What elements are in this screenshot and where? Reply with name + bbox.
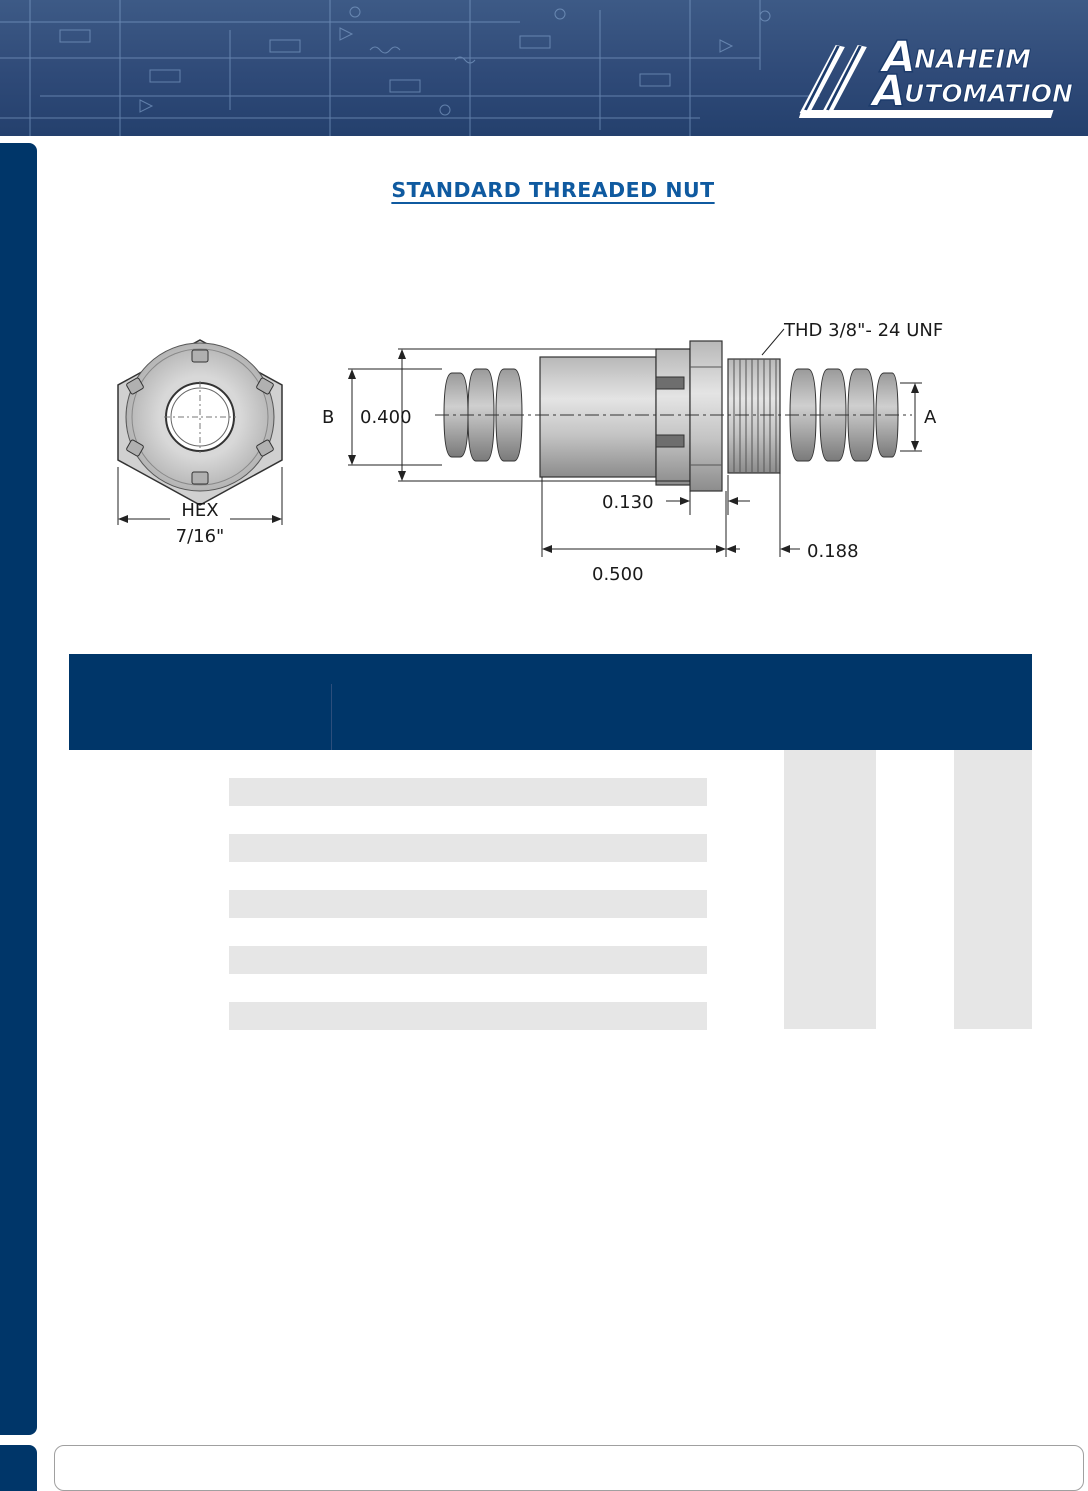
side-bar: [0, 143, 37, 1435]
table-column-band: [954, 750, 1032, 1029]
footer-bar: [54, 1445, 1084, 1491]
anaheim-automation-logo: [794, 10, 1074, 125]
svg-text:HEX: HEX: [181, 500, 219, 521]
svg-text:7/16": 7/16": [175, 526, 225, 547]
hex-end-view: [118, 340, 282, 547]
table-column-band: [784, 750, 876, 1029]
page-number-tab: [0, 1445, 37, 1491]
table-row: [229, 778, 707, 806]
svg-text:UTOMATION: UTOMATION: [904, 79, 1073, 108]
svg-text:THD 3/8"- 24 UNF: THD 3/8"- 24 UNF: [784, 320, 944, 341]
table-row: [229, 834, 707, 862]
table-row: [229, 946, 707, 974]
svg-text:B: B: [322, 407, 335, 428]
svg-text:NAHEIM: NAHEIM: [914, 45, 1031, 75]
nut-technical-drawing: [100, 305, 1000, 595]
svg-text:A: A: [924, 407, 937, 428]
table-header-divider: [331, 684, 332, 750]
svg-text:A: A: [882, 32, 917, 83]
page-title: STANDARD THREADED NUT: [391, 178, 715, 202]
svg-text:A: A: [872, 66, 907, 117]
svg-text:0.500: 0.500: [592, 564, 644, 585]
table-row: [229, 1002, 707, 1030]
table-header: [69, 654, 1032, 750]
svg-text:0.400: 0.400: [360, 407, 412, 428]
header-banner: [0, 0, 1088, 136]
svg-text:0.188: 0.188: [807, 541, 859, 562]
side-view: [322, 320, 943, 585]
svg-text:0.130: 0.130: [602, 492, 654, 513]
table-row: [229, 890, 707, 918]
